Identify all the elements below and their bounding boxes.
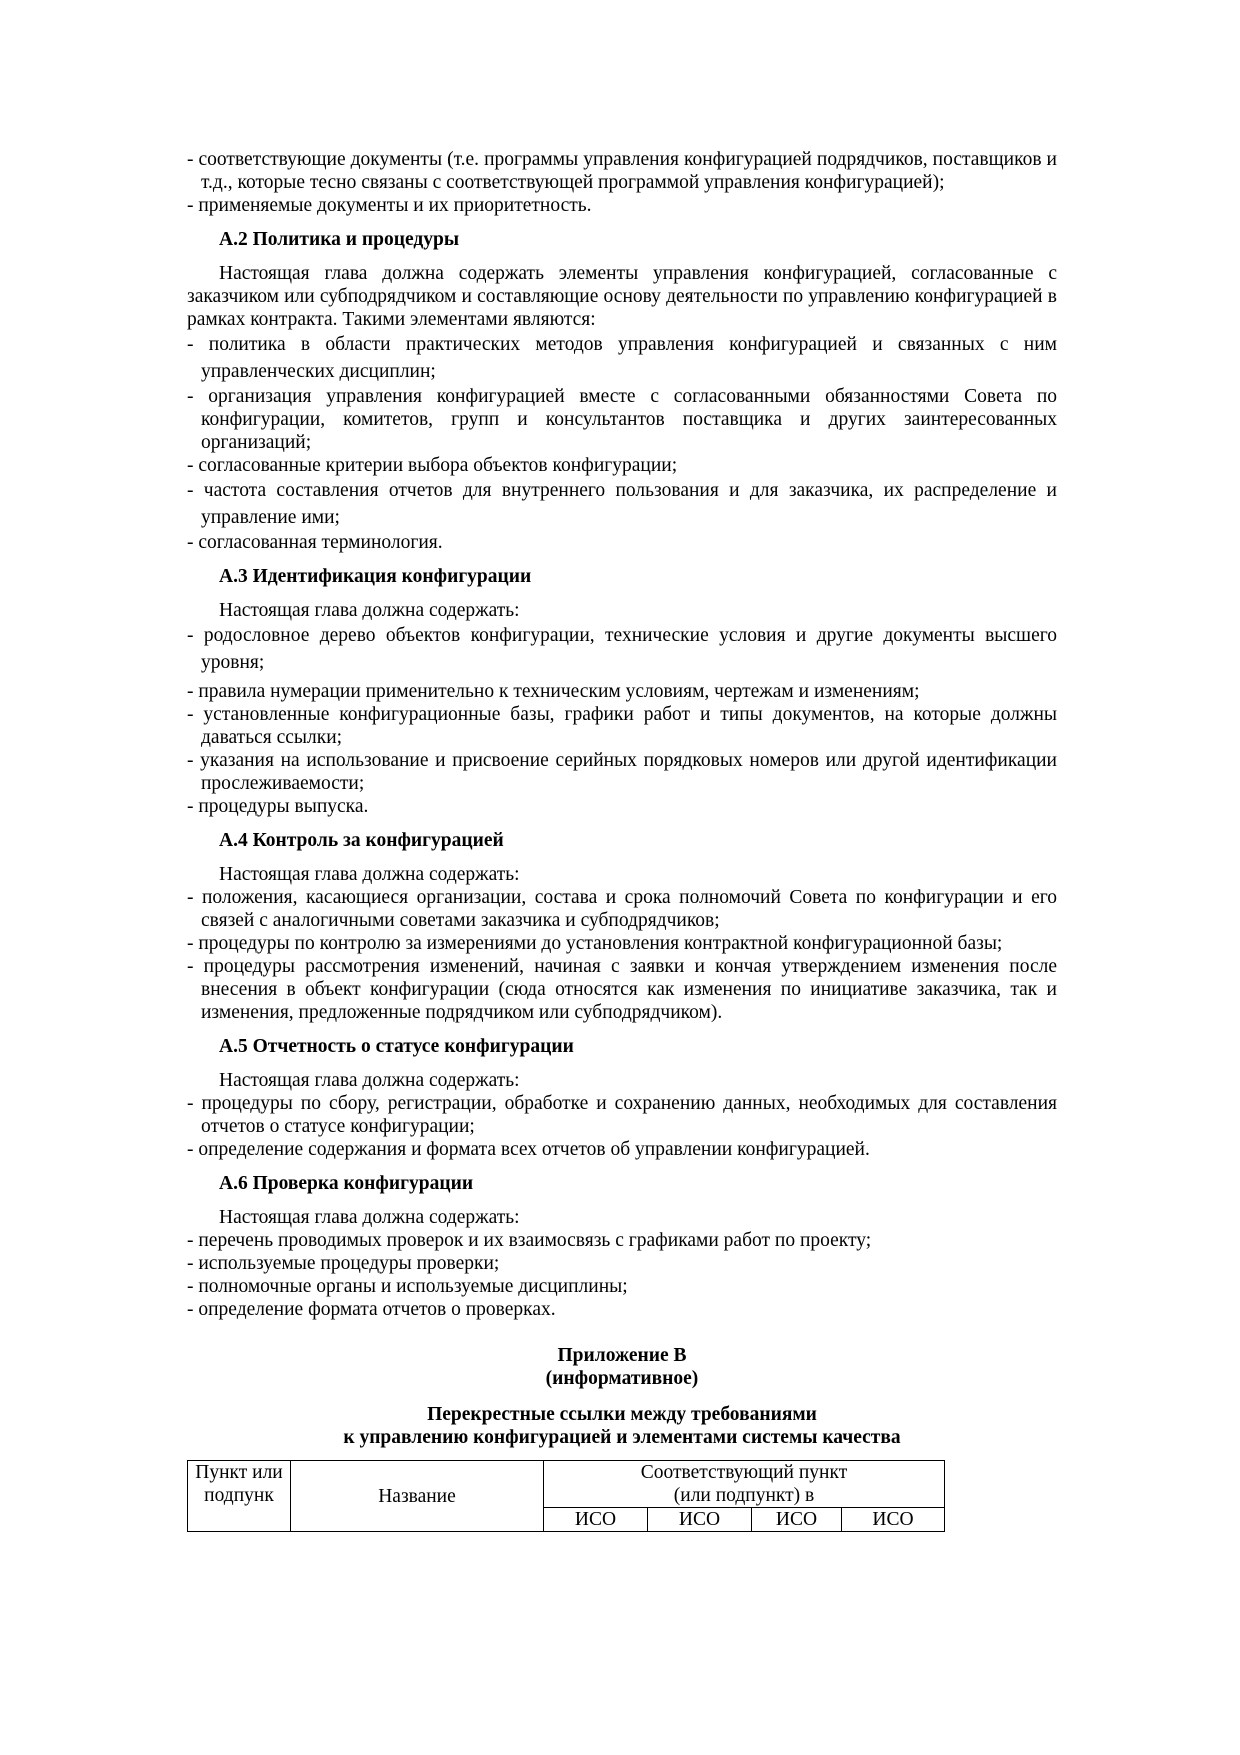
- section-heading: А.4 Контроль за конфигурацией: [219, 830, 504, 851]
- list-item: - процедуры выпуска.: [187, 796, 369, 817]
- list-item: - процедуры рассмотрения изменений, начиная с заявки и кончая утверждением изменения после внесения в объект конфигурации (сюда относятся как изменения по инициативе заказчика, так и изменения, предложенные подрядчиком или субподрядчиком).: [187, 956, 1057, 1023]
- appendix-heading-line2: к управлению конфигурацией и элементами системы качества: [343, 1427, 901, 1448]
- list-item: - политика в области практических методов управления конфигурацией и связанных с ним управленческих дисциплин;: [187, 334, 1057, 382]
- table-subheader-iso: ИСО: [648, 1508, 752, 1532]
- section-heading: А.6 Проверка конфигурации: [219, 1173, 474, 1194]
- intro-item: - соответствующие документы (т.е. программы управления конфигурацией подрядчиков, поставщиков и т.д., которые тесно связаны с соответствующей программой управления конфигурацией);: [187, 149, 1057, 193]
- table-header-clause: Пункт или подпунк: [188, 1461, 291, 1532]
- section-lead: Настоящая глава должна содержать:: [219, 1070, 520, 1091]
- cross-reference-table: [187, 1460, 945, 1532]
- section-lead: Настоящая глава должна содержать:: [219, 600, 520, 621]
- list-item: - определение содержания и формата всех отчетов об управлении конфигурацией.: [187, 1139, 870, 1160]
- list-item: - частота составления отчетов для внутреннего пользования и для заказчика, их распределение и управление ими;: [187, 480, 1057, 528]
- list-item: - процедуры по контролю за измерениями до установления контрактной конфигурационной базы;: [187, 933, 1003, 954]
- intro-item: - применяемые документы и их приоритетность.: [187, 195, 592, 216]
- section-heading: А.3 Идентификация конфигурации: [219, 566, 532, 587]
- section-lead: Настоящая глава должна содержать:: [219, 864, 520, 885]
- list-item: - определение формата отчетов о проверках.: [187, 1299, 556, 1320]
- list-item: - согласованные критерии выбора объектов конфигурации;: [187, 455, 678, 476]
- appendix-subtitle: (информативное): [545, 1368, 699, 1389]
- list-item: - родословное дерево объектов конфигурации, технические условия и другие документы высшего уровня;: [187, 625, 1057, 673]
- table-header-corresponding: [544, 1461, 945, 1508]
- section-heading: А.2 Политика и процедуры: [219, 229, 460, 250]
- list-item: - положения, касающиеся организации, состава и срока полномочий Совета по конфигурации и его связей с аналогичными советами заказчика и субподрядчиков;: [187, 887, 1057, 931]
- table-header-row: [188, 1461, 945, 1508]
- list-item: - перечень проводимых проверок и их взаимосвязь с графиками работ по проекту;: [187, 1230, 872, 1251]
- list-item: - используемые процедуры проверки;: [187, 1253, 500, 1274]
- table-header-name: Название: [291, 1461, 544, 1532]
- section-lead: Настоящая глава должна содержать:: [219, 1207, 520, 1228]
- table-header-corresponding-line2: (или подпункт) в: [673, 1485, 815, 1506]
- section-heading: А.5 Отчетность о статусе конфигурации: [219, 1036, 574, 1057]
- document-page: [187, 148, 1057, 1532]
- table-subheader-iso: ИСО: [544, 1508, 648, 1532]
- table-header-corresponding-line1: Соответствующий пункт: [640, 1462, 848, 1483]
- list-item: - правила нумерации применительно к техническим условиям, чертежам и изменениям;: [187, 681, 920, 702]
- list-item: - организация управления конфигурацией вместе с согласованными обязанностями Совета по конфигурации, комитетов, групп и консультантов поставщика и других заинтересованных организаций;: [187, 386, 1057, 453]
- list-item: - согласованная терминология.: [187, 532, 443, 553]
- list-item: - процедуры по сбору, регистрации, обработке и сохранению данных, необходимых для составления отчетов о статусе конфигурации;: [187, 1093, 1057, 1137]
- section-lead: Настоящая глава должна содержать элементы управления конфигурацией, согласованные с заказчиком или субподрядчиком и составляющие основу деятельности по управлению конфигурацией в рамках контракта. Такими элементами являются:: [187, 263, 1057, 330]
- table-subheader-iso: ИСО: [752, 1508, 842, 1532]
- list-item: - указания на использование и присвоение серийных порядковых номеров или другой идентификации прослеживаемости;: [187, 750, 1057, 794]
- appendix-title: Приложение В: [557, 1345, 687, 1366]
- list-item: - полномочные органы и используемые дисциплины;: [187, 1276, 628, 1297]
- appendix-heading-line1: Перекрестные ссылки между требованиями: [427, 1404, 817, 1425]
- table-subheader-iso: ИСО: [842, 1508, 945, 1532]
- list-item: - установленные конфигурационные базы, графики работ и типы документов, на которые должны даваться ссылки;: [187, 704, 1057, 748]
